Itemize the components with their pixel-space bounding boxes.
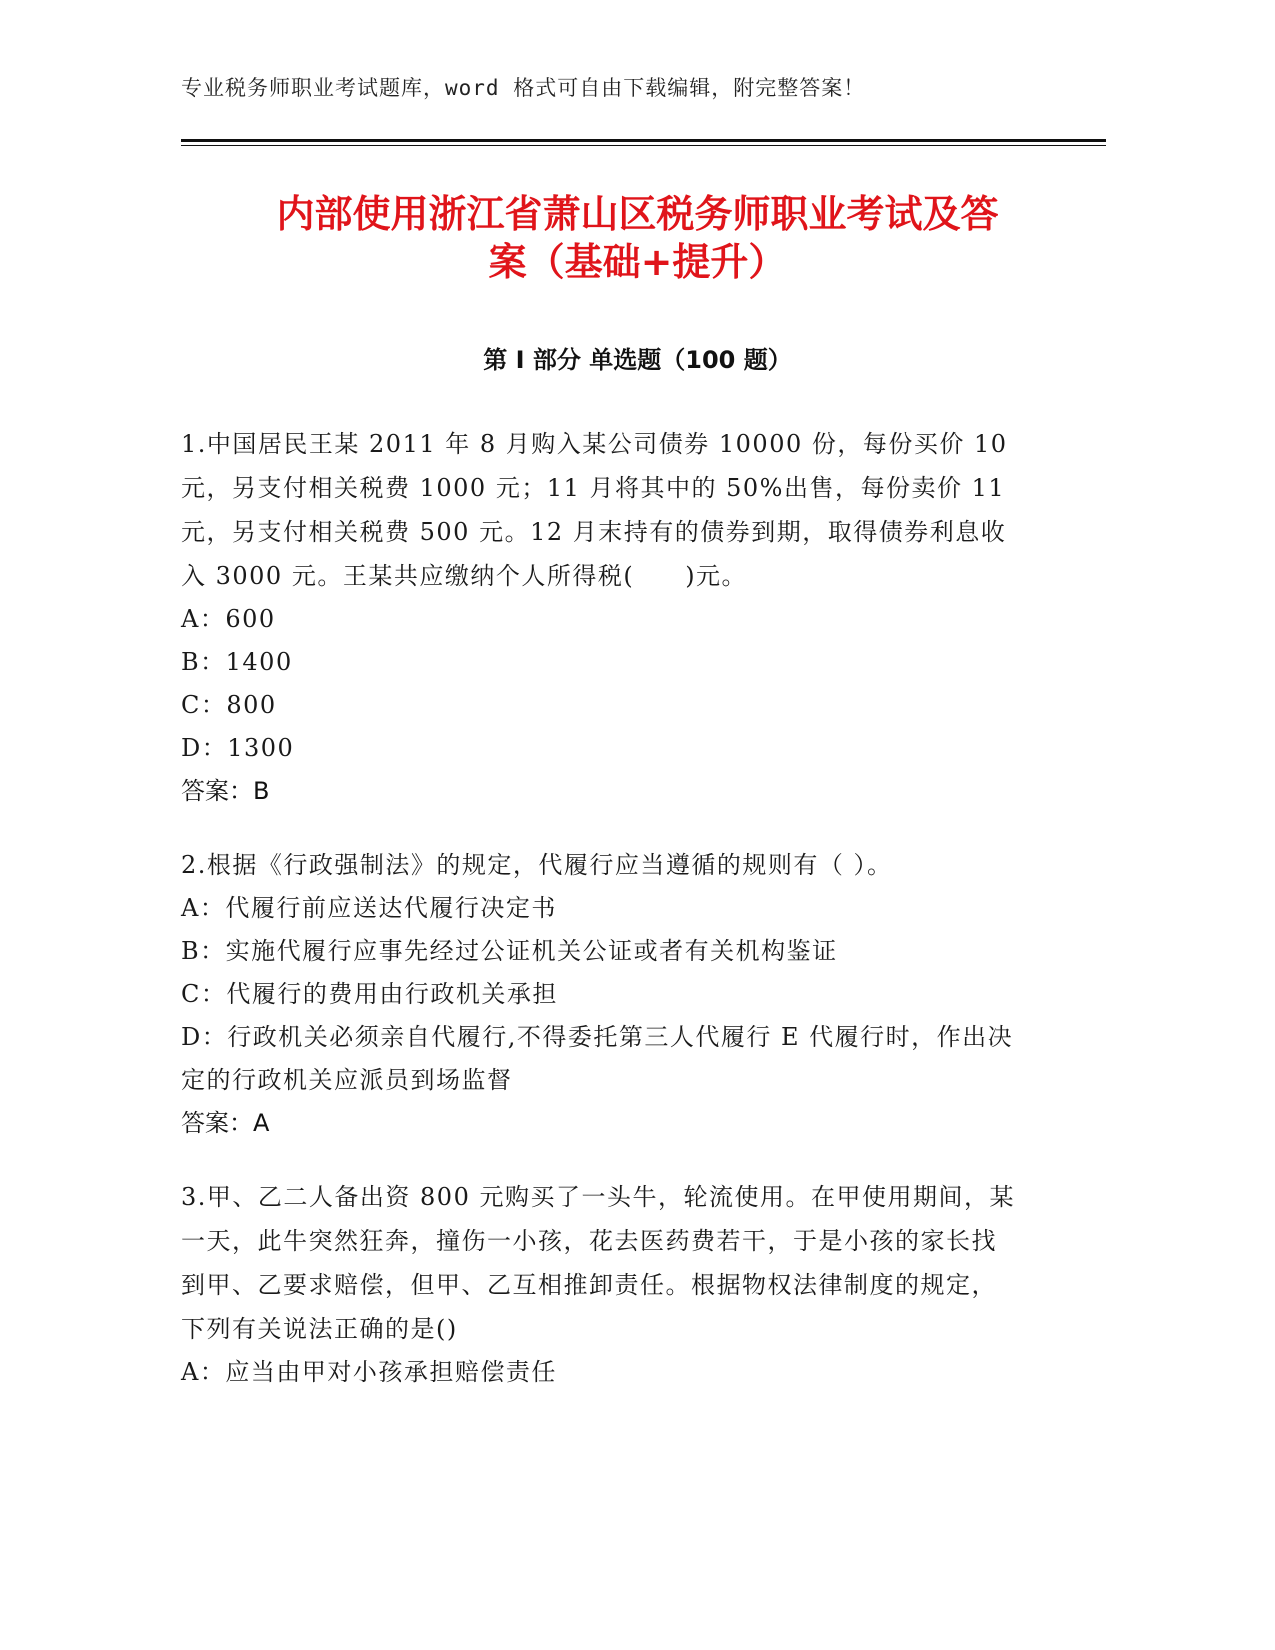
answer: 答案：B [181,777,270,805]
question-stem: 1.中国居民王某 2011 年 8 月购入某公司债券 10000 份，每份买价 10 元，另支付相关税费 1000 元；11 月将其中的 50%出售，每份卖价 11 元，另支付相关税费 500 元。12 月末持有的债券到期，取得债券利息收入 3000 元。王某共应缴纳个人所得税( )元。 [181,430,1008,590]
option-c: C：800 [181,691,277,719]
header-note: 专业税务师职业考试题库，word 格式可自由下载编辑，附完整答案！ [181,76,866,100]
question-stem: 3.甲、乙二人备出资 800 元购买了一头牛，轮流使用。在甲使用期间，某一天，此牛突然狂奔，撞伤一小孩，花去医药费若干，于是小孩的家长找到甲、乙要求赔偿，但甲、乙互相推卸责任。根据物权法律制度的规定，下列有关说法正确的是() [181,1183,1015,1343]
option-a: A：600 [181,605,276,633]
title-line-1: 内部使用浙江省萧山区税务师职业考试及答 [276,192,999,236]
question-list [181,422,1021,1424]
option-d: D：行政机关必须亲自代履行,不得委托第三人代履行 E 代履行时，作出决定的行政机关应派员到场监督 [181,1023,1014,1094]
question-stem: 2.根据《行政强制法》的规定，代履行应当遵循的规则有（ ）。 [181,851,893,879]
option-c: C：代履行的费用由行政机关承担 [181,980,558,1008]
document-title [150,190,1125,286]
option-b: B：实施代履行应事先经过公证机关公证或者有关机构鉴证 [181,937,838,965]
header-rule-thin [181,145,1106,146]
option-a: A：代履行前应送达代履行决定书 [181,894,557,922]
question-1 [181,422,1021,813]
question-3 [181,1175,1021,1394]
section-heading: 第 I 部分 单选题（100 题） [483,346,792,374]
title-line-2: 案（基础+提升） [488,240,787,284]
answer: 答案：A [181,1109,270,1137]
option-b: B：1400 [181,648,293,676]
option-a: A：应当由甲对小孩承担赔偿责任 [181,1358,557,1386]
option-d: D：1300 [181,734,295,762]
question-2 [181,843,1021,1145]
header-rule-thick [181,139,1106,142]
